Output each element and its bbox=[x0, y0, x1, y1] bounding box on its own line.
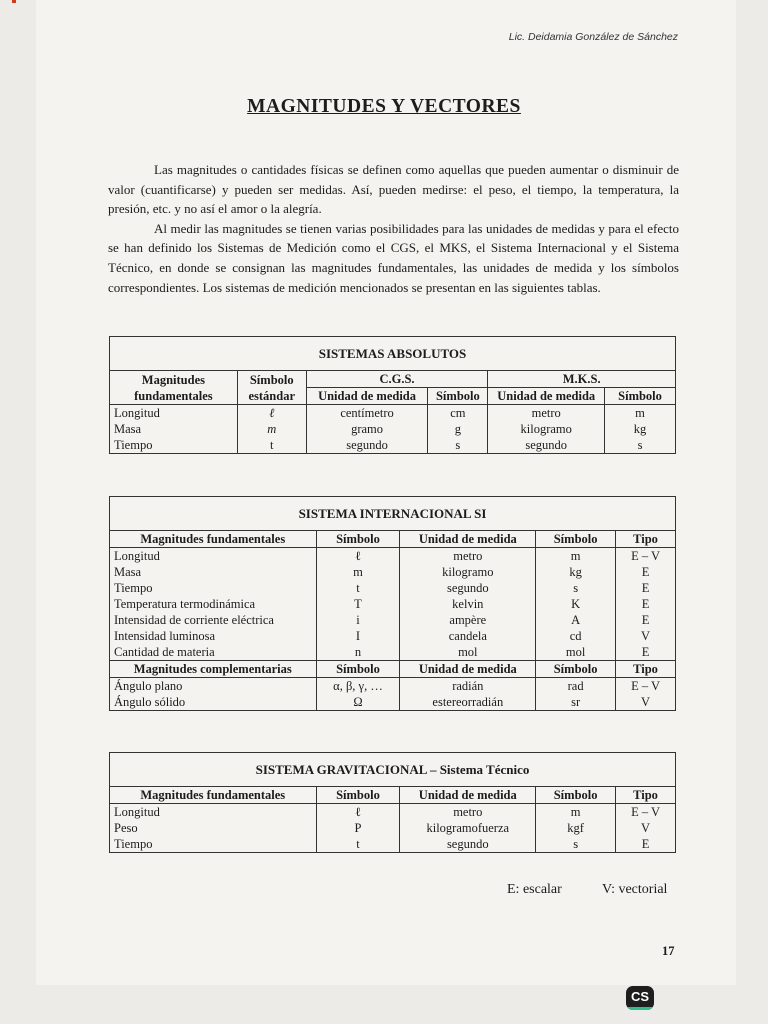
cell-simbolo: m bbox=[237, 421, 306, 437]
camscanner-logo-icon bbox=[626, 986, 654, 1010]
cell-tipo: E bbox=[616, 836, 676, 853]
cell-magnitud: Ángulo sólido bbox=[114, 695, 186, 709]
table-row bbox=[110, 678, 676, 695]
cell-tipo: E bbox=[616, 612, 676, 628]
cell-simbolo-unidad: s bbox=[536, 580, 616, 596]
cell-tipo: E bbox=[616, 580, 676, 596]
cell-tipo: E – V bbox=[616, 804, 676, 821]
badge-label: CS bbox=[630, 989, 650, 1004]
cell-tipo: E – V bbox=[616, 678, 676, 695]
cell-unidad: mol bbox=[400, 644, 536, 661]
table-row bbox=[110, 596, 676, 612]
page-title: MAGNITUDES Y VECTORES bbox=[247, 96, 521, 117]
cell-magnitud: Intensidad luminosa bbox=[114, 629, 216, 643]
cell-cgs-unidad: centímetro bbox=[306, 405, 428, 422]
cell-cgs-simbolo: cm bbox=[428, 405, 488, 422]
cell-unidad: metro bbox=[400, 548, 536, 565]
table-title: SISTEMA GRAVITACIONAL – Sistema Técnico bbox=[255, 761, 530, 777]
cell-simbolo-unidad: sr bbox=[536, 694, 616, 711]
intro-text bbox=[108, 160, 679, 297]
cell-simbolo: P bbox=[316, 820, 400, 836]
cell-simbolo-unidad: m bbox=[536, 804, 616, 821]
cell-magnitud: Ángulo plano bbox=[114, 679, 183, 693]
cell-simbolo: I bbox=[316, 628, 400, 644]
cell-unidad: kelvin bbox=[400, 596, 536, 612]
cell-simbolo: n bbox=[316, 644, 400, 661]
cell-unidad: ampère bbox=[400, 612, 536, 628]
cell-magnitud: Masa bbox=[114, 565, 142, 579]
header-simbolo-unidad: Símbolo bbox=[536, 531, 616, 548]
cell-tipo: E bbox=[616, 596, 676, 612]
header-tipo: Tipo bbox=[616, 787, 676, 804]
cell-magnitud: Tiempo bbox=[114, 581, 153, 595]
header-unidad: Unidad de medida bbox=[400, 661, 536, 678]
table-row bbox=[110, 548, 676, 565]
table-row bbox=[110, 804, 676, 821]
cell-unidad: segundo bbox=[400, 580, 536, 596]
table-title: SISTEMAS ABSOLUTOS bbox=[318, 345, 467, 361]
cell-simbolo: Ω bbox=[316, 694, 400, 711]
header-mks-simbolo: Símbolo bbox=[605, 388, 676, 405]
table-row bbox=[110, 612, 676, 628]
cell-simbolo-unidad: kg bbox=[536, 564, 616, 580]
header-mks-unidad: Unidad de medida bbox=[488, 388, 605, 405]
cell-magnitud: Peso bbox=[114, 821, 138, 835]
header-simbolo: Símbolo bbox=[316, 661, 400, 678]
intro-paragraph-1: Las magnitudes o cantidades físicas se definen como aquellas que pueden aumentar o disminuir de valor (cuantificarse) y pueden ser medidas. Así, pueden medirse: el peso, el tiempo, la temperatura, la presión, etc. y no así el amor o la alegría. bbox=[108, 162, 679, 217]
cell-magnitud: Temperatura termodinámica bbox=[114, 597, 256, 611]
table-row bbox=[110, 421, 676, 437]
cell-mks-simbolo: s bbox=[605, 437, 676, 454]
page-number: 17 bbox=[662, 944, 675, 958]
cell-simbolo-unidad: mol bbox=[536, 644, 616, 661]
cell-magnitud: Cantidad de materia bbox=[114, 645, 215, 659]
cell-magnitud: Tiempo bbox=[114, 438, 153, 452]
cell-simbolo-unidad: kgf bbox=[536, 820, 616, 836]
cell-simbolo: i bbox=[316, 612, 400, 628]
cell-simbolo: ℓ bbox=[237, 405, 306, 422]
header-magnitudes-complementarias: Magnitudes complementarias bbox=[110, 661, 317, 678]
header-cgs-unidad: Unidad de medida bbox=[306, 388, 428, 405]
header-tipo: Tipo bbox=[616, 661, 676, 678]
cell-simbolo: ℓ bbox=[316, 804, 400, 821]
cell-cgs-unidad: gramo bbox=[306, 421, 428, 437]
header-unidad: Unidad de medida bbox=[400, 787, 536, 804]
cell-mks-simbolo: kg bbox=[605, 421, 676, 437]
cell-tipo: V bbox=[616, 820, 676, 836]
table-sistema-internacional bbox=[109, 496, 676, 711]
table-row bbox=[110, 580, 676, 596]
cell-simbolo-unidad: m bbox=[536, 548, 616, 565]
table-row bbox=[110, 628, 676, 644]
cell-simbolo: t bbox=[237, 437, 306, 454]
header-simbolo: Símbolo bbox=[316, 787, 400, 804]
cell-mks-unidad: kilogramo bbox=[488, 421, 605, 437]
table-sistema-gravitacional bbox=[109, 752, 676, 853]
cell-simbolo: t bbox=[316, 836, 400, 853]
cell-simbolo-unidad: cd bbox=[536, 628, 616, 644]
cell-magnitud: Tiempo bbox=[114, 837, 153, 851]
header-magnitudes: Magnitudes fundamentales bbox=[110, 371, 238, 405]
cell-simbolo-unidad: s bbox=[536, 836, 616, 853]
legend-escalar: E: escalar bbox=[507, 882, 562, 897]
cell-simbolo-unidad: rad bbox=[536, 678, 616, 695]
cell-tipo: E bbox=[616, 564, 676, 580]
header-cgs-simbolo: Símbolo bbox=[428, 388, 488, 405]
table-sistemas-absolutos bbox=[109, 336, 676, 454]
cell-unidad: candela bbox=[400, 628, 536, 644]
header-simbolo-estandar: Símbolo estándar bbox=[237, 371, 306, 405]
table-row bbox=[110, 564, 676, 580]
legend-vectorial: V: vectorial bbox=[602, 882, 668, 897]
table-row bbox=[110, 405, 676, 422]
table-row bbox=[110, 437, 676, 454]
cell-unidad: segundo bbox=[400, 836, 536, 853]
cell-simbolo: α, β, γ, … bbox=[316, 678, 400, 695]
scan-mark bbox=[12, 0, 16, 3]
header-simbolo: Símbolo bbox=[316, 531, 400, 548]
header-unidad: Unidad de medida bbox=[400, 531, 536, 548]
cell-unidad: kilogramo bbox=[400, 564, 536, 580]
cell-unidad: estereorradián bbox=[400, 694, 536, 711]
header-magnitudes-fundamentales: Magnitudes fundamentales bbox=[110, 531, 317, 548]
cell-tipo: E – V bbox=[616, 548, 676, 565]
header-cgs: C.G.S. bbox=[306, 371, 488, 388]
cell-mks-simbolo: m bbox=[605, 405, 676, 422]
cell-magnitud: Longitud bbox=[110, 405, 238, 422]
table-row bbox=[110, 644, 676, 661]
header-author: Lic. Deidamia González de Sánchez bbox=[508, 31, 678, 43]
cell-magnitud: Longitud bbox=[114, 549, 160, 563]
cell-magnitud: Masa bbox=[114, 422, 142, 436]
header-magnitudes-fundamentales: Magnitudes fundamentales bbox=[110, 787, 317, 804]
cell-unidad: kilogramofuerza bbox=[400, 820, 536, 836]
cell-simbolo: m bbox=[316, 564, 400, 580]
cell-unidad: metro bbox=[400, 804, 536, 821]
intro-paragraph-2: Al medir las magnitudes se tienen varias posibilidades para las unidades de medidas y para el efecto se han definido los Sistemas de Medición como el CGS, el MKS, el Sistema Internacional y el Sistema Técnico, en donde se consignan las magnitudes fundamentales, las unidades de medida y los símbolos correspondientes. Los sistemas de medición mencionados se presentan en las siguientes tablas. bbox=[108, 220, 679, 295]
cell-tipo: V bbox=[616, 628, 676, 644]
table-row bbox=[110, 820, 676, 836]
cell-mks-unidad: metro bbox=[488, 405, 605, 422]
header-mks: M.K.S. bbox=[488, 371, 676, 388]
header-simbolo-unidad: Símbolo bbox=[536, 787, 616, 804]
table-row bbox=[110, 836, 676, 853]
cell-simbolo-unidad: K bbox=[536, 596, 616, 612]
cell-simbolo: T bbox=[316, 596, 400, 612]
cell-cgs-unidad: segundo bbox=[306, 437, 428, 454]
cell-mks-unidad: segundo bbox=[488, 437, 605, 454]
cell-simbolo-unidad: A bbox=[536, 612, 616, 628]
cell-magnitud: Longitud bbox=[114, 805, 160, 819]
header-tipo: Tipo bbox=[616, 531, 676, 548]
cell-cgs-simbolo: s bbox=[428, 437, 488, 454]
table-row bbox=[110, 694, 676, 711]
cell-tipo: V bbox=[616, 694, 676, 711]
cell-magnitud: Intensidad de corriente eléctrica bbox=[114, 613, 274, 627]
cell-cgs-simbolo: g bbox=[428, 421, 488, 437]
cell-simbolo: ℓ bbox=[316, 548, 400, 565]
cell-tipo: E bbox=[616, 644, 676, 661]
cell-unidad: radián bbox=[400, 678, 536, 695]
cell-simbolo: t bbox=[316, 580, 400, 596]
table-title: SISTEMA INTERNACIONAL SI bbox=[298, 505, 487, 521]
header-simbolo-unidad: Símbolo bbox=[536, 661, 616, 678]
